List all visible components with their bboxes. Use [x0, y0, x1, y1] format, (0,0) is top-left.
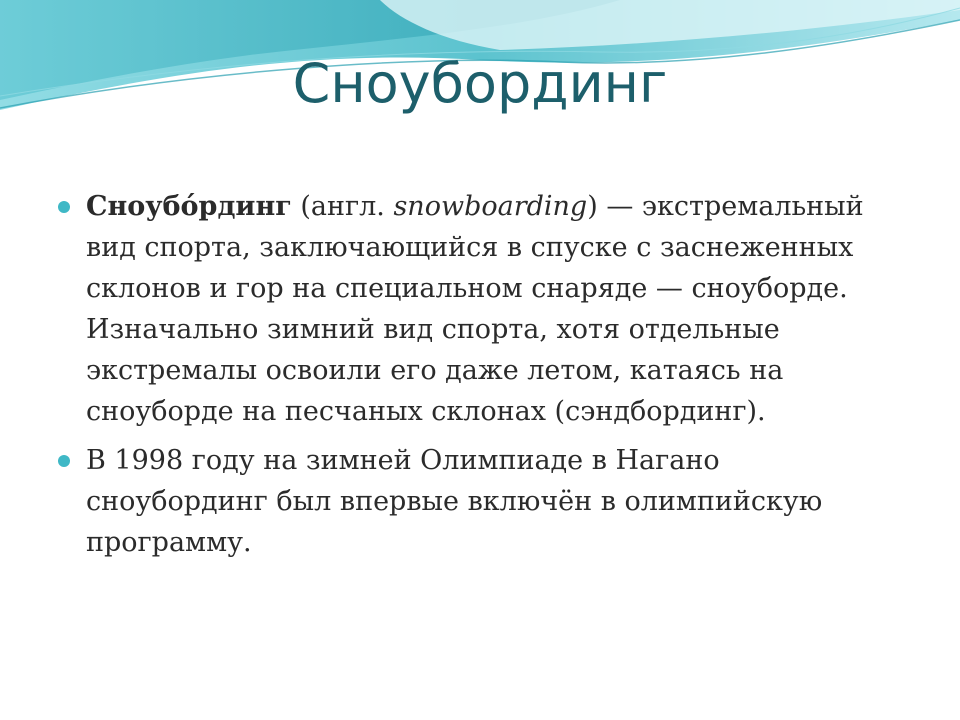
- bullet-item-olympics: [58, 440, 908, 563]
- bullet-item-definition: [58, 186, 908, 432]
- slide-body: [58, 186, 908, 571]
- bullet-text: В 1998 году на зимней Олимпиаде в Нагано сноубординг был впервые включён в олимпийскую программу.: [86, 445, 823, 558]
- bullet-text: ) — экстремальный вид спорта, заключающийся в спуске с заснеженных склонов и гор на специальном снаряде — сноуборде. Изначально зимний вид спорта, хотя отдельные экстремалы освоили его даже летом, катаясь на сноуборде на песчаных склонах (сэндбординг).: [86, 191, 864, 427]
- bullet-list: [58, 186, 908, 563]
- bullet-dot-icon: [58, 455, 70, 467]
- bullet-latin-term: snowboarding: [393, 191, 588, 222]
- bullet-dot-icon: [58, 201, 70, 213]
- bullet-term: Сноубо́рдинг: [86, 191, 292, 222]
- bullet-pre-latin: (англ.: [291, 191, 394, 222]
- slide-title: Сноубординг: [292, 52, 668, 115]
